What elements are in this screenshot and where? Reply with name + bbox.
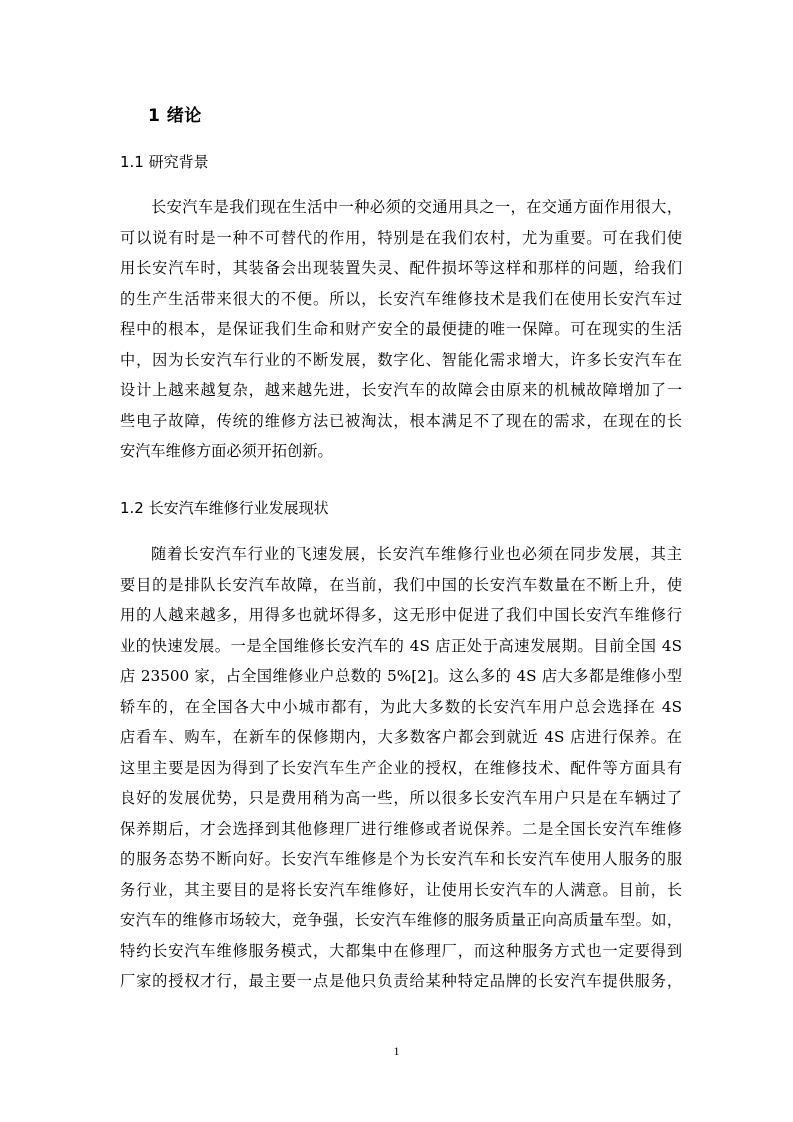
paragraph-line: 良好的发展优势，只是费用稍为高一些，所以很多长安汽车用户只是在车辆过了 [120,789,682,807]
section-title-1-2: 1.2 长安汽车维修行业发展现状 [120,499,329,517]
paragraph-line: 这里主要是因为得到了长安汽车生产企业的授权，在维修技术、配件等方面具有 [120,758,682,777]
paragraph-line: 安汽车维修方面必须开拓创新。 [120,442,333,460]
paragraph-line: 业的快速发展。一是全国维修长安汽车的 4S 店正处于高速发展期。目前全国 4S [120,636,682,655]
paragraph-line: 轿车的，在全国各大中小城市都有，为此大多数的长安汽车用户总会选择在 4S [120,697,682,716]
paragraph-line: 特约长安汽车维修服务模式，大都集中在修理厂，而这种服务方式也一定要得到 [120,941,682,960]
paragraph-line: 要目的是排队长安汽车故障，在当前，我们中国的长安汽车数量在不断上升，使 [120,575,682,594]
paragraph-line: 程中的根本，是保证我们生命和财产安全的最便捷的唯一保障。可在现实的生活 [120,320,682,338]
section-1-2-paragraph [120,539,682,997]
paragraph-line: 随着长安汽车行业的飞速发展，长安汽车维修行业也必须在同步发展，其主 [151,545,682,563]
paragraph-line: 店 23500 家，占全国维修业户总数的 5%[2]。这么多的 4S 店大多都是维修小型 [120,667,682,685]
paragraph-line: 保养期后，才会选择到其他修理厂进行维修或者说保养。二是全国长安汽车维修 [120,819,682,838]
paragraph-line: 可以说有时是一种不可替代的作用，特别是在我们农村，尤为重要。可在我们使 [120,228,682,247]
section-title-1-1: 1.1 研究背景 [120,153,209,171]
chapter-title: 1 绪论 [148,106,202,126]
paragraph-line: 些电子故障，传统的维修方法已被淘汰，根本满足不了现在的需求，在现在的长 [120,411,682,430]
paragraph-line: 用长安汽车时，其装备会出现装置失灵、配件损坏等这样和那样的问题，给我们 [120,259,682,277]
paragraph-line: 安汽车的维修市场较大，竞争强，长安汽车维修的服务质量正向高质量车型。如， [120,911,682,929]
paragraph-line: 务行业，其主要目的是将长安汽车维修好，让使用长安汽车的人满意。目前，长 [120,880,682,899]
paragraph-line: 店看车、购车，在新车的保修期内，大多数客户都会到就近 4S 店进行保养。在 [120,728,682,746]
paragraph-line: 设计上越来越复杂，越来越先进，长安汽车的故障会由原来的机械故障增加了一 [120,381,682,399]
paragraph-line: 厂家的授权才行，最主要一点是他只负责给某种特定品牌的长安汽车提供服务， [120,972,682,990]
paragraph-line: 长安汽车是我们现在生活中一种必须的交通用具之一，在交通方面作用很大， [151,198,682,216]
page-number: 1 [393,1044,400,1058]
section-1-1-paragraph [120,192,682,467]
paragraph-line: 的生产生活带来很大的不便。所以，长安汽车维修技术是我们在使用长安汽车过 [120,289,682,308]
paragraph-line: 用的人越来越多，用得多也就坏得多，这无形中促进了我们中国长安汽车维修行 [120,606,682,624]
paragraph-line: 中，因为长安汽车行业的不断发展，数字化、智能化需求增大，许多长安汽车在 [120,350,682,369]
paragraph-line: 的服务态势不断向好。长安汽车维修是个为长安汽车和长安汽车使用人服务的服 [120,850,682,868]
